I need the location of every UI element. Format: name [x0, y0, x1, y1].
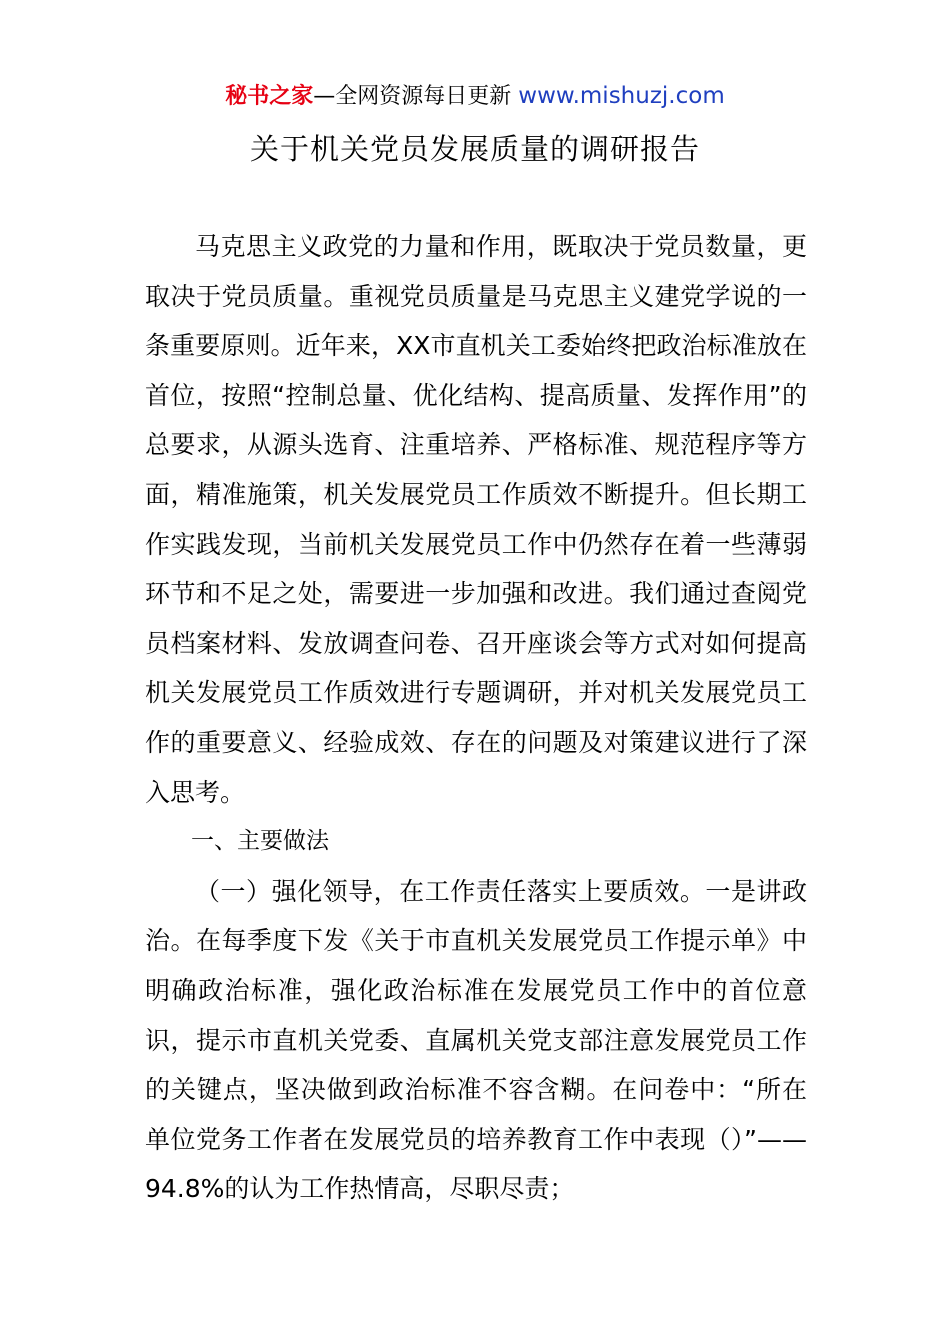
site-url-link[interactable]: www.mishuzj.com — [518, 83, 725, 109]
section-paragraph: （一）强化领导，在工作责任落实上要质效。一是讲政治。在每季度下发《关于市直机关发展党员工作提示单》中明确政治标准，强化政治标准在发展党员工作中的首位意识，提示市直机关党委、直属机关党支部注意发展党员工作的关键点，坚决做到政治标准不容含糊。在问卷中：“所在单位党务工作者在发展党员的培养教育工作中表现（）”——94.8%的认为工作热情高，尽职尽责； — [145, 876, 807, 1204]
document-title: 关于机关党员发展质量的调研报告 — [249, 132, 700, 166]
section-heading: 一、主要做法 — [191, 828, 329, 855]
site-brand: 秘书之家 — [225, 84, 314, 109]
site-tagline: —全网资源每日更新 — [313, 84, 519, 109]
intro-paragraph: 马克思主义政党的力量和作用，既取决于党员数量，更取决于党员质量。重视党员质量是马克思主义建党学说的一条重要原则。近年来，XX市直机关工委始终把政治标准放在首位，按照“控制总量、优化结构、提高质量、发挥作用”的总要求，从源头选育、注重培养、严格标准、规范程序等方面，精准施策，机关发展党员工作质效不断提升。但长期工作实践发现，当前机关发展党员工作中仍然存在着一些薄弱环节和不足之处，需要进一步加强和改进。我们通过查阅党员档案材料、发放调查问卷、召开座谈会等方式对如何提高机关发展党员工作质效进行专题调研，并对机关发展党员工作的重要意义、经验成效、存在的问题及对策建议进行了深入思考。 — [145, 232, 807, 807]
document-body — [145, 222, 807, 1214]
site-header — [0, 80, 950, 113]
